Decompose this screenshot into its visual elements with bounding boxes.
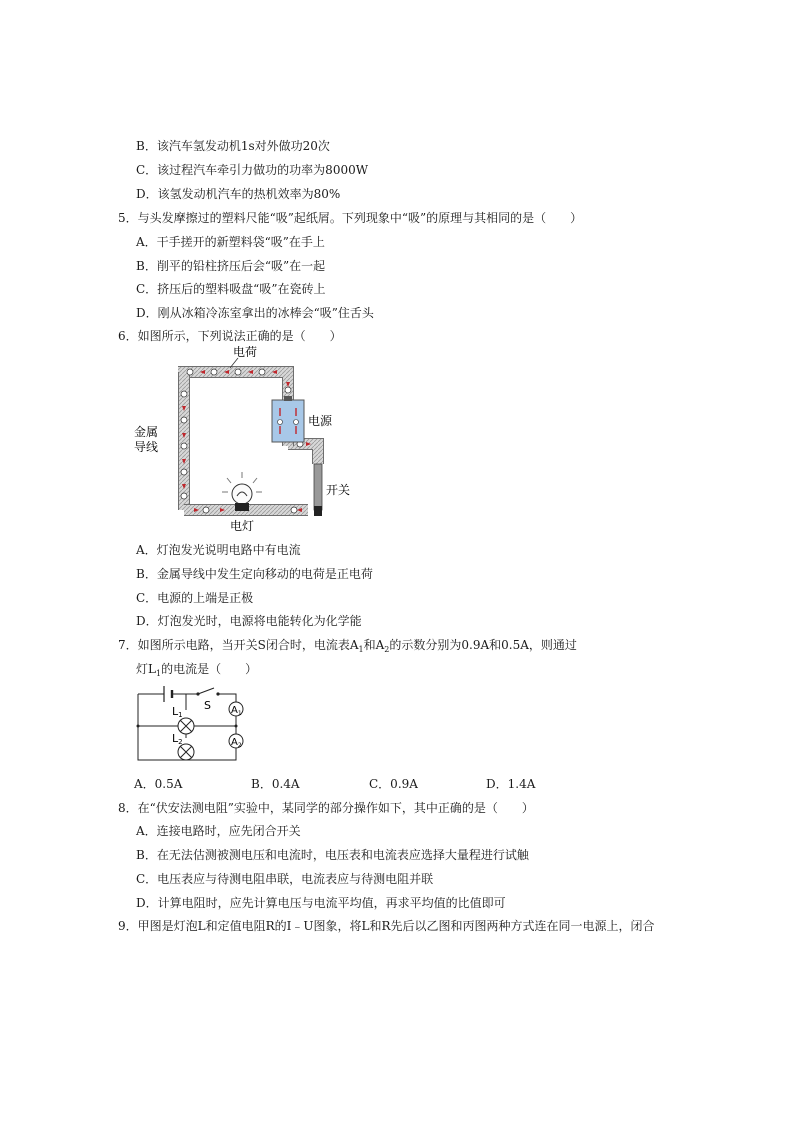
lamp-l2-symbol xyxy=(178,744,194,760)
lamp-l1-symbol xyxy=(178,718,194,734)
label-metal: 金属 xyxy=(134,425,159,439)
label-wire: 导线 xyxy=(134,440,159,454)
q5-option-c: C．挤压后的塑料吸盘“吸”在瓷砖上 xyxy=(136,282,326,296)
ammeter-a2-symbol xyxy=(229,734,243,749)
q8-option-a: A．连接电路时，应先闭合开关 xyxy=(136,824,301,838)
q5-option-d: D．刚从冰箱冷冻室拿出的冰棒会“吸”住舌头 xyxy=(136,306,374,320)
q7-option-d: D．1.4A xyxy=(486,777,536,791)
q7-stem-line2: 灯$L_1$的电流是（ ） xyxy=(136,662,258,678)
label-s: S xyxy=(204,699,211,712)
q6-option-a: A．灯泡发光说明电路中有电流 xyxy=(136,543,301,557)
q7-circuit-figure xyxy=(134,682,250,766)
svg-text:A2: $A_2$ xyxy=(231,737,242,749)
ammeter-a1-symbol xyxy=(229,702,243,717)
switch xyxy=(314,464,322,516)
battery-symbol xyxy=(164,686,172,702)
label-charge: 电荷 xyxy=(233,346,258,359)
q9-stem: 9．甲图是灯泡L和定值电阻R的I﹣U图象，将L和R先后以乙图和丙图两种方式连在同一电源上，闭合 xyxy=(118,919,655,933)
q8-stem: 8．在“伏安法测电阻”实验中，某同学的部分操作如下，其中正确的是（ ） xyxy=(118,801,534,815)
q6-option-d: D．灯泡发光时，电源将电能转化为化学能 xyxy=(136,614,362,628)
switch-s-symbol xyxy=(196,688,219,696)
q7-option-b: B．0.4A xyxy=(251,777,300,791)
q7-option-a: A．0.5A xyxy=(134,777,183,791)
q4-option-d: D．该氢发动机汽车的热机效率为80% xyxy=(136,187,341,201)
q8-option-c: C．电压表应与待测电阻串联，电流表应与待测电阻并联 xyxy=(136,872,434,886)
power-source xyxy=(272,396,304,442)
label-lamp: 电灯 xyxy=(230,519,255,533)
q4-option-c: C．该过程汽车牵引力做功的功率为8000W xyxy=(136,163,369,177)
q8-option-b: B．在无法估测被测电压和电流时，电压表和电流表应选择大量程进行试触 xyxy=(136,848,529,862)
svg-text:A1: $A_1$ xyxy=(231,705,242,717)
q5-option-a: A．干手搓开的新塑料袋“吸”在手上 xyxy=(136,235,325,249)
q6-option-b: B．金属导线中发生定向移动的电荷是正电荷 xyxy=(136,567,373,581)
q6-option-c: C．电源的上端是正极 xyxy=(136,591,254,605)
q7-stem-line1: 7．如图所示电路，当开关S闭合时，电流表$A_1$和$A_2$的示数分别为0.9A和0.5A，则通过 xyxy=(118,638,577,654)
label-l2: L2 xyxy=(172,732,183,746)
q5-option-b: B．削平的铅柱挤压后会“吸”在一起 xyxy=(136,259,326,273)
q4-option-b: B．该汽车氢发动机1s对外做功20次 xyxy=(136,139,330,153)
label-power-source: 电源 xyxy=(308,414,333,428)
q5-stem: 5．与头发摩擦过的塑料尺能“吸”起纸屑。下列现象中“吸”的原理与其相同的是（ ） xyxy=(118,211,583,225)
q7-option-c: C．0.9A xyxy=(369,777,418,791)
q8-option-d: D．计算电阻时，应先计算电压与电流平均值，再求平均值的比值即可 xyxy=(136,896,506,910)
label-switch: 开关 xyxy=(326,483,351,497)
label-l1: L1 xyxy=(172,705,183,719)
q6-circuit-figure xyxy=(130,346,370,536)
q6-stem: 6．如图所示，下列说法正确的是（ ） xyxy=(118,329,342,343)
